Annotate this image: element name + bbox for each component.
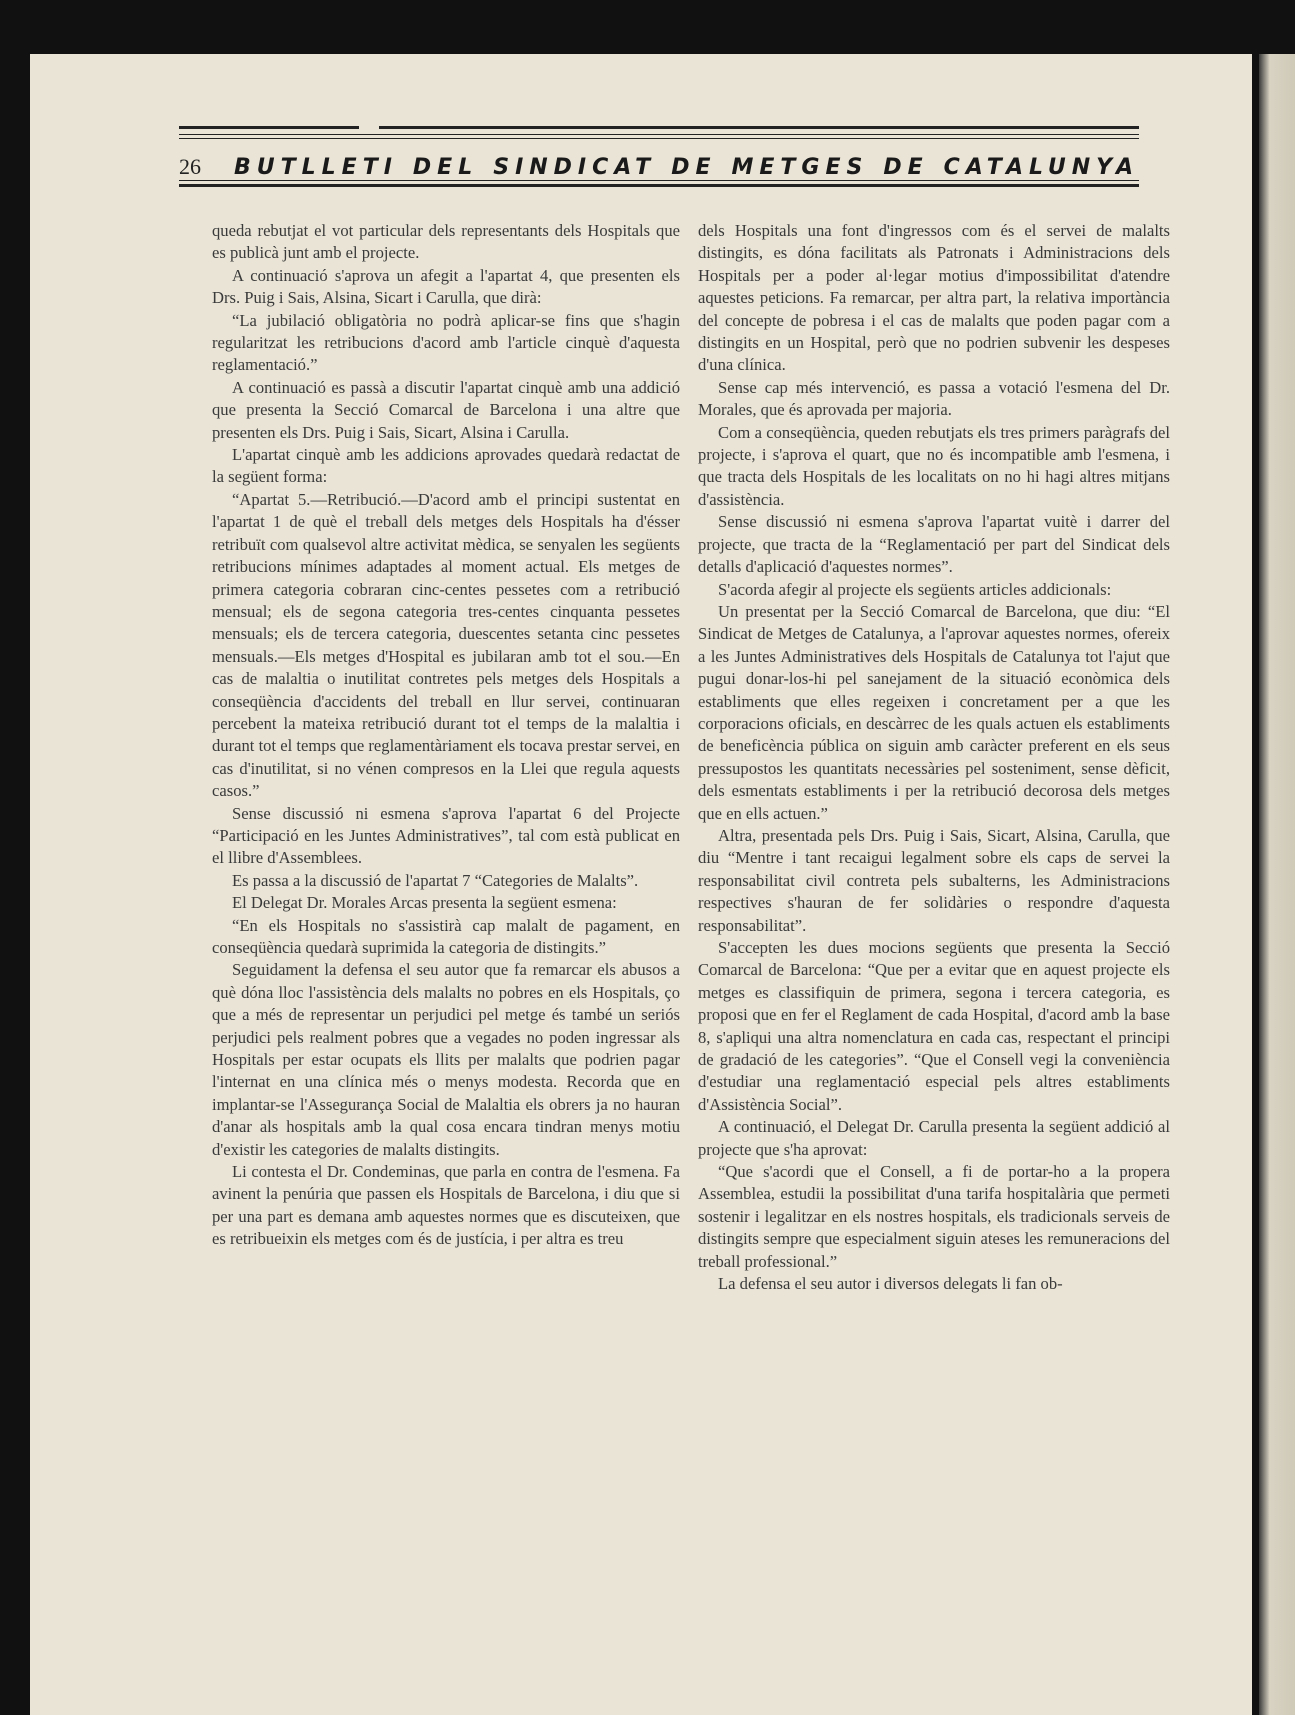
title-word: SINDICAT bbox=[493, 155, 657, 180]
page-edge bbox=[1259, 54, 1295, 1715]
paragraph: dels Hospitals una font d'ingressos com és el servei de malalts distingits, es dóna facilitats als Patronats i Administracions dels Hospitals per a poder al·legar motius d'impossibilitat d'atendre aquestes peticions. Fa remarcar, per altra part, la relativa importància del concepte de pobresa i el cas de malalts que poden pagar com a distingits en un Hospital, però que no podrien subvenir les despeses d'una clínica. bbox=[698, 221, 1170, 375]
title-word: DE bbox=[671, 155, 717, 180]
right-column bbox=[698, 220, 1170, 1296]
paragraph: S'accepten les dues mocions següents que presenta la Secció Comarcal de Barcelona: “Que per a evitar que en aquest projecte els metges es classifiquin de primera, segona i tercera categoria, es proposi que en fer el Reglament de cada Hospital, d'acord amb la base 8, s'apliqui una altra nomenclatura en cada cas, respectant el principi de gradació de les categories”. “Que el Consell vegi la conveniència d'estudiar una reglamentació especial pels altres establiments d'Assistència Social”. bbox=[698, 938, 1170, 1114]
header-rule bbox=[179, 134, 1139, 135]
paragraph: A continuació es passà a discutir l'apartat cinquè amb una addició que presenta la Secció Comarcal de Barcelona i una altre que presenten els Drs. Puig i Sais, Sicart, Alsina i Carulla. bbox=[212, 377, 680, 442]
paragraph: Seguidament la defensa el seu autor que fa remarcar els abusos a què dóna lloc l'assistència dels malalts no pobres en els Hospitals, ço que a més de representar un perjudici pel metge és també un seriós perjudici pels realment pobres que a vegades no poden ingressar als Hospitals per estar ocupats els llits per malalts que podrien pagar l'internat en una clínica més o menys modesta. Recorda que en implantar-se l'Assegurança Social de Malaltia els obrers ja no hauran d'anar als hospitals amb la qual cosa encara tindran menys motiu d'existir les categories de malalts distingits. bbox=[212, 960, 680, 1159]
journal-title bbox=[234, 155, 1139, 180]
paragraph: “Apartat 5.—Retribució.—D'acord amb el principi sustentat en l'apartat 1 de què el treball dels metges dels Hospitals ha d'ésser retribuït com qualsevol altre activitat mèdica, se senyalen les següents retribucions mínimes adaptades al moment actual. Els metges de primera categoria cobraran cinc-centes pessetes com a retribució mensual; els de segona categoria tres-centes cinquanta pessetes mensuals; els de tercera categoria, duescentes setanta cinc pessetes mensuals.—Els metges d'Hospital es jubilaran amb tot el sou.—En cas de malaltia o inutilitat contretes pels metges dels Hospitals a conseqüència d'accidents del treball en llur servei, continuaran percebent la mateixa retribució durant tot el temps de la malaltia i durant tot el temps que reglamentàriament els tocava prestar servei, en cas d'inutilitat, si no vénen compresos en la Llei que regula aquests casos.” bbox=[212, 489, 680, 801]
header-rule bbox=[179, 184, 1139, 187]
paragraph: queda rebutjat el vot particular dels representants dels Hospitals que es publicà junt amb el projecte. bbox=[212, 221, 680, 263]
header-rule bbox=[179, 138, 1139, 139]
title-word: DE bbox=[883, 155, 929, 180]
paragraph: “La jubilació obligatòria no podrà aplicar-se fins que s'hagin regularitzat les retribucions d'acord amb l'article cinquè d'aquesta reglamentació.” bbox=[212, 310, 680, 375]
page-header bbox=[179, 74, 1139, 192]
paragraph: Un presentat per la Secció Comarcal de Barcelona, que diu: “El Sindicat de Metges de Catalunya, a l'aprovar aquestes normes, ofereix a les Juntes Administratives dels Hospitals de Catalunya tot l'ajut que pugui donar-los-hi pel sanejament de la situació econòmica dels establiments que elles regeixen i concretament per a que les corporacions oficials, en descàrrec de les quals actuen els establiments de beneficència pública on siguin amb caràcter preferent en els seus pressupostos les quantitats necessàries pel sosteniment, sense dèficit, dels esmentats establiments i per la retribució decorosa dels metges que en ells actuen.” bbox=[698, 601, 1170, 823]
paragraph: Sense discussió ni esmena s'aprova l'apartat vuitè i darrer del projecte, que tracta de la “Reglamentació per part del Sindicat dels detalls d'aplicació d'aquestes normes”. bbox=[698, 512, 1170, 577]
paragraph: Sense discussió ni esmena s'aprova l'apartat 6 del Projecte “Participació en les Juntes Administratives”, tal com està publicat en el llibre d'Assemblees. bbox=[212, 803, 680, 868]
paragraph: Sense cap més intervenció, es passa a votació l'esmena del Dr. Morales, que és aprovada per majoria. bbox=[698, 377, 1170, 420]
page-number: 26 bbox=[179, 154, 201, 179]
title-word: CATALUNYA bbox=[943, 155, 1139, 180]
left-column bbox=[212, 220, 680, 1251]
paragraph: “Que s'acordi que el Consell, a fi de portar-ho a la propera Assemblea, estudii la possibilitat d'una tarifa hospitalària que permeti sostenir i legalitzar en els nostres hospitals, els tradicionals serveis de distingits sempre que especialment siguin ateses les remuneracions del treball professional.” bbox=[698, 1162, 1170, 1271]
paragraph: A continuació, el Delegat Dr. Carulla presenta la següent addició al projecte que s'ha aprovat: bbox=[698, 1117, 1170, 1159]
header-rule bbox=[179, 126, 359, 129]
paragraph: “En els Hospitals no s'assistirà cap malalt de pagament, en conseqüència quedarà suprimida la categoria de distingits.” bbox=[212, 915, 680, 957]
title-word: DEL bbox=[412, 155, 479, 180]
paragraph: El Delegat Dr. Morales Arcas presenta la següent esmena: bbox=[232, 893, 617, 913]
paragraph: Es passa a la discussió de l'apartat 7 “Categories de Malalts”. bbox=[232, 870, 639, 890]
paragraph: L'apartat cinquè amb les addicions aprovades quedarà redactat de la següent forma: bbox=[212, 445, 680, 487]
paragraph: La defensa el seu autor i diversos delegats li fan ob- bbox=[718, 1274, 1063, 1294]
paragraph: A continuació s'aprova un afegit a l'apartat 4, que presenten els Drs. Puig i Sais, Alsina, Sicart i Carulla, que dirà: bbox=[212, 265, 680, 308]
header-rule bbox=[379, 126, 1139, 129]
title-word: METGES bbox=[731, 155, 869, 180]
paragraph: Com a conseqüència, queden rebutjats els tres primers paràgrafs del projecte, i s'aprova el quart, que no és incompatible amb l'esmena, i que tracta dels Hospitals de les localitats on no hi hagi altres mitjans d'assistència. bbox=[698, 422, 1170, 509]
paragraph: S'acorda afegir al projecte els següents articles addicionals: bbox=[718, 579, 1112, 599]
paragraph: Li contesta el Dr. Condeminas, que parla en contra de l'esmena. Fa avinent la penúria que passen els Hospitals de Barcelona, i diu que si per una part es demana amb aquestes normes que es discuteixen, que es retribueixin els metges com és de justícia, i per altra es treu bbox=[212, 1162, 680, 1249]
paragraph: Altra, presentada pels Drs. Puig i Sais, Sicart, Alsina, Carulla, que diu “Mentre i tant recaigui legalment sobre els caps de servei la responsabilitat civil contreta pels subalterns, les Administracions respectives s'hauran de fer solidàries o respondre d'aquesta responsabilitat”. bbox=[698, 825, 1170, 935]
title-word: BUTLLETI bbox=[234, 155, 398, 180]
header-rule bbox=[179, 180, 1139, 181]
